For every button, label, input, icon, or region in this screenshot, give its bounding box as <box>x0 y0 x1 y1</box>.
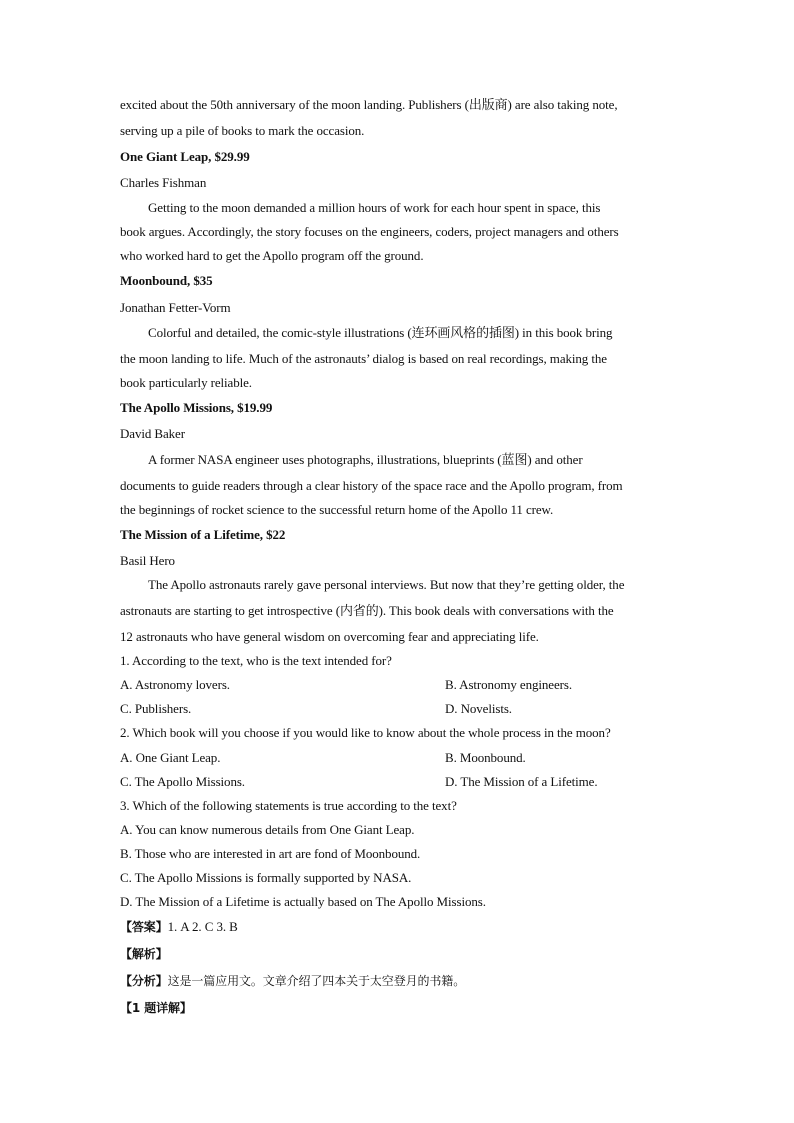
intro-line-1: excited about the 50th anniversary of the moon landing. Publishers (出版商) are also taking note, <box>120 97 618 112</box>
book-description-line: Getting to the moon demanded a million hours of work for each hour spent in space, this <box>148 200 601 215</box>
book-author: Charles Fishman <box>120 175 207 190</box>
book-description-line: book argues. Accordingly, the story focuses on the engineers, coders, project managers and others <box>120 224 619 239</box>
answer-values: 1. A 2. C 3. B <box>167 919 238 934</box>
question-option: B. Those who are interested in art are fond of Moonbound. <box>120 846 421 861</box>
question-option: C. The Apollo Missions. <box>120 774 245 789</box>
book-description-line: who worked hard to get the Apollo program off the ground. <box>120 248 424 263</box>
question-option: D. The Mission of a Lifetime is actually based on The Apollo Missions. <box>120 894 486 909</box>
question-option: D. Novelists. <box>445 701 512 716</box>
question-option: C. The Apollo Missions is formally supported by NASA. <box>120 870 412 885</box>
question-option: C. Publishers. <box>120 701 192 716</box>
analysis-summary-label: 【分析】 <box>120 974 168 988</box>
book-description-line: documents to guide readers through a clear history of the space race and the Apollo program, from <box>120 478 623 493</box>
analysis-label: 【解析】 <box>120 947 168 961</box>
book-description-line: the moon landing to life. Much of the astronauts’ dialog is based on real recordings, making the <box>120 351 607 366</box>
book-title: The Mission of a Lifetime, $22 <box>120 527 286 542</box>
book-title: The Apollo Missions, $19.99 <box>120 400 273 415</box>
book-description-line: the beginnings of rocket science to the successful return home of the Apollo 11 crew. <box>120 502 554 517</box>
intro-line-2: serving up a pile of books to mark the occasion. <box>120 123 365 138</box>
book-description-line: 12 astronauts who have general wisdom on overcoming fear and appreciating life. <box>120 629 539 644</box>
analysis-summary-text: 这是一篇应用文。文章介绍了四本关于太空登月的书籍。 <box>167 974 466 988</box>
answer-row <box>120 919 238 935</box>
question-stem: 3. Which of the following statements is true according to the text? <box>120 798 457 813</box>
book-description-line: The Apollo astronauts rarely gave personal interviews. But now that they’re getting older, the <box>148 577 625 592</box>
question-option: D. The Mission of a Lifetime. <box>445 774 598 789</box>
question-option: A. Astronomy lovers. <box>120 677 230 692</box>
book-title: One Giant Leap, $29.99 <box>120 149 250 164</box>
question-option: B. Moonbound. <box>445 750 526 765</box>
question-option: A. One Giant Leap. <box>120 750 221 765</box>
book-description-line: book particularly reliable. <box>120 375 252 390</box>
question-stem: 1. According to the text, who is the text intended for? <box>120 653 392 668</box>
book-description-line: A former NASA engineer uses photographs, illustrations, blueprints (蓝图) and other <box>148 452 583 467</box>
book-author: David Baker <box>120 426 185 441</box>
answer-label: 【答案】 <box>120 920 168 934</box>
book-author: Basil Hero <box>120 553 175 568</box>
book-description-line: astronauts are starting to get introspective (内省的). This book deals with conversations with the <box>120 603 614 618</box>
question-stem: 2. Which book will you choose if you would like to know about the whole process in the moon? <box>120 725 611 740</box>
analysis-summary-row <box>120 973 465 989</box>
book-title: Moonbound, $35 <box>120 273 213 288</box>
question-option: B. Astronomy engineers. <box>445 677 572 692</box>
book-description-line: Colorful and detailed, the comic-style illustrations (连环画风格的插图) in this book bring <box>148 325 613 340</box>
question-detail-label: 【1 题详解】 <box>120 1001 192 1015</box>
book-author: Jonathan Fetter-Vorm <box>120 300 231 315</box>
question-option: A. You can know numerous details from One Giant Leap. <box>120 822 415 837</box>
